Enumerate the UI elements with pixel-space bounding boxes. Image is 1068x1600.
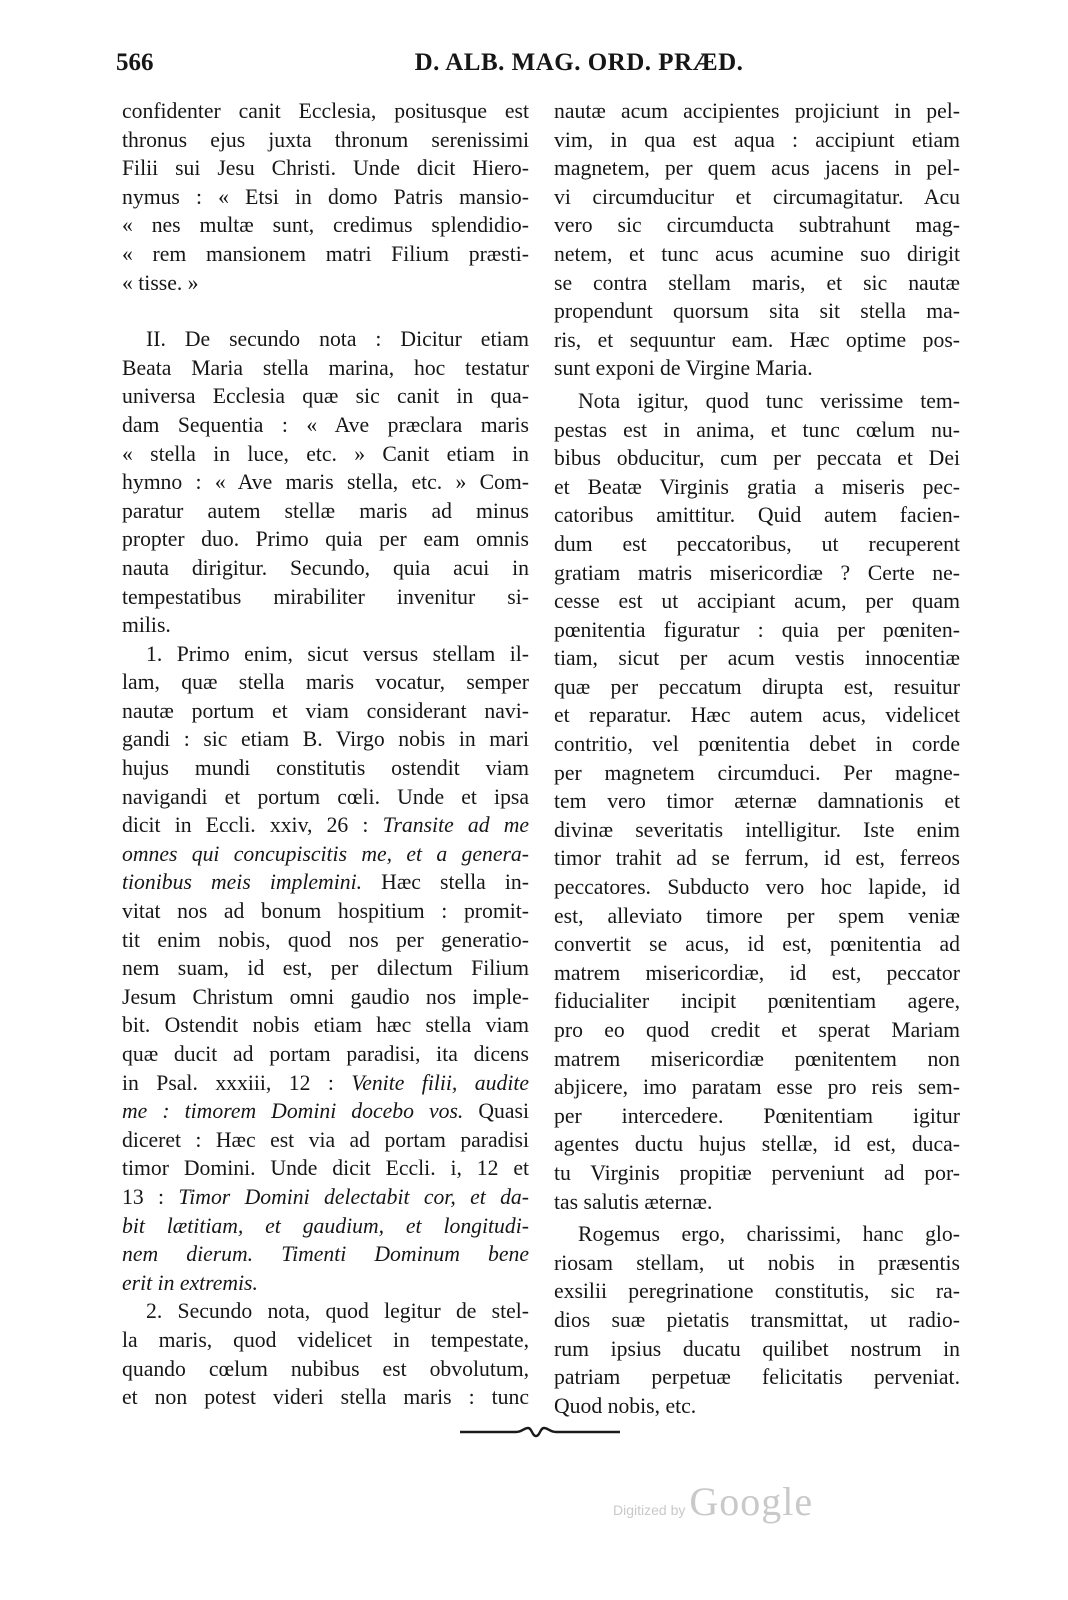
text-line: rum ipsius ducatu quilibet nostrum in	[554, 1336, 960, 1361]
text-line: tu Virginis propitiæ perveniunt ad por-	[554, 1160, 960, 1185]
text-line: divinæ severitatis intelligitur. Iste enim	[554, 817, 960, 842]
text-line: convertit se acus, id est, pœnitentia ad	[554, 932, 960, 957]
text-line: dam Sequentia : « Ave præclara maris	[122, 412, 529, 437]
text-line: « tisse. »	[122, 270, 199, 295]
text-line: pœnitentia figuratur : quia per pœniten-	[554, 617, 960, 642]
text-line: timor Domini. Unde dicit Eccli. i, 12 et	[122, 1156, 529, 1181]
text-line: matrem misericordiæ, id est, peccator	[554, 960, 960, 985]
text-line: confidenter canit Ecclesia, positusque est	[122, 99, 529, 123]
text-line: Filii sui Jesu Christi. Unde dicit Hiero-	[122, 156, 529, 181]
text-line: et reparatur. Hæc autem acus, videlicet	[554, 703, 960, 728]
text-line: dicit in Eccli. xxiv, 26 : Transite ad me	[122, 813, 530, 838]
text-line: contritio, vel pœnitentia debet in corde	[554, 732, 960, 757]
text-line: « nes multæ sunt, credimus splendidio-	[122, 213, 529, 238]
text-line: tionibus meis implemini. Hæc stella in-	[122, 870, 529, 895]
text-line: sunt exponi de Virgine Maria.	[554, 356, 813, 381]
text-line: peccatores. Subducto vero hoc lapide, id	[554, 875, 960, 900]
text-line: propendunt quorsum sita sit stella ma-	[554, 299, 960, 324]
text-line: dios suæ pietatis transmittat, ut radio-	[554, 1307, 960, 1332]
text-line: 1. Primo enim, sicut versus stellam il-	[146, 641, 529, 666]
paragraph	[554, 97, 960, 383]
paragraph	[122, 325, 529, 640]
left-column	[122, 97, 529, 1412]
paragraph	[122, 97, 529, 297]
text-line: magnetem, per quem acus jacens in pel-	[554, 156, 960, 181]
digitized-by-google-watermark	[613, 1478, 813, 1525]
text-line: riosam stellam, ut nobis in præsentis	[554, 1250, 960, 1275]
text-line: nem suam, id est, per dilectum Filium	[122, 956, 529, 981]
text-line: in Psal. xxxiii, 12 : Venite filii, audite	[122, 1070, 529, 1095]
watermark-prefix: Digitized by	[613, 1502, 686, 1518]
text-line: vi circumducitur et circumagitatur. Acu	[554, 184, 960, 209]
text-line: me : timorem Domini docebo vos. Quasi	[122, 1099, 529, 1124]
text-line: II. De secundo nota : Dicitur etiam	[146, 327, 529, 352]
text-line: vitat nos ad bonum hospitium : promit-	[122, 899, 529, 924]
text-line: propter duo. Primo quia per eam omnis	[122, 527, 529, 552]
text-line: 13 : Timor Domini delectabit cor, et da-	[122, 1184, 529, 1209]
text-line: 2. Secundo nota, quod legitur de stel-	[146, 1299, 529, 1324]
text-line: matrem misericordiæ pœnitentem non	[554, 1046, 960, 1071]
text-line: nauta dirigitur. Secundo, quia acui in	[122, 555, 529, 580]
text-line: Rogemus ergo, charissimi, hanc glo-	[578, 1222, 960, 1247]
text-line: « rem mansionem matri Filium præsti-	[122, 241, 529, 266]
text-line: gratiam matris misericordiæ ? Certe ne-	[554, 560, 960, 585]
text-line: bit. Ostendit nobis etiam hæc stella viam	[122, 1013, 529, 1038]
text-line: exsilii peregrinatione constitutis, sic ra-	[554, 1279, 960, 1304]
paragraph	[122, 1297, 529, 1411]
text-line: cesse est ut accipiant acum, per quam	[554, 589, 960, 614]
text-line: Nota igitur, quod tunc verissime tem-	[578, 388, 960, 413]
right-column	[554, 97, 960, 1420]
text-line: et non potest videri stella maris : tunc	[122, 1385, 529, 1410]
text-line: se contra stellam maris, et sic nautæ	[554, 270, 960, 295]
text-line: quæ ducit ad portam paradisi, ita dicens	[122, 1042, 529, 1066]
text-line: patriam perpetuæ felicitatis perveniat.	[554, 1365, 960, 1390]
text-line: catoribus amittitur. Quid autem facien-	[554, 503, 960, 528]
text-line: tit enim nobis, quod nos per generatio-	[122, 927, 529, 952]
text-line: omnes qui concupiscitis me, et a genera-	[122, 841, 529, 866]
text-line: dum est peccatoribus, ut recuperent	[554, 531, 960, 556]
text-line: abjicere, imo paratam esse pro reis sem-	[554, 1075, 960, 1100]
paragraph	[122, 640, 529, 1298]
text-line: tem vero timor æternæ damnationis et	[554, 789, 960, 814]
text-line: per intercedere. Pœnitentiam igitur	[554, 1103, 960, 1128]
text-line: tas salutis æternæ.	[554, 1189, 713, 1214]
text-line: nem dierum. Timenti Dominum bene	[122, 1242, 529, 1267]
text-line: « stella in luce, etc. » Canit etiam in	[122, 441, 529, 466]
text-line: quando cœlum nubibus est obvolutum,	[122, 1356, 529, 1381]
text-line: la maris, quod videlicet in tempestate,	[122, 1327, 529, 1352]
text-line: agentes ductu hujus stellæ, id est, duca-	[554, 1132, 960, 1157]
text-line: ris, et sequuntur eam. Hæc optime pos-	[554, 327, 960, 352]
end-ornament-icon	[458, 1425, 622, 1439]
google-logo: Google	[689, 1479, 814, 1524]
text-line: pro eo quod credit et sperat Mariam	[554, 1018, 960, 1042]
text-line: navigandi et portum cœli. Unde et ipsa	[122, 784, 529, 809]
text-line: tempestatibus mirabiliter invenitur si-	[122, 584, 529, 609]
text-line: diceret : Hæc est via ad portam paradisi	[122, 1127, 529, 1152]
text-line: erit in extremis.	[122, 1270, 258, 1295]
text-line: hujus mundi constitutis ostendit viam	[122, 756, 529, 781]
text-line: netem, et tunc acus acumine suo dirigit	[554, 241, 960, 266]
text-line: timor trahit ad se ferrum, id est, ferreos	[554, 846, 960, 871]
text-line: tiam, sicut per acum vestis innocentiæ	[554, 646, 960, 671]
text-line: quæ per peccatum dirupta est, resuitur	[554, 674, 960, 699]
text-line: milis.	[122, 613, 171, 638]
text-line: vim, in qua est aqua : accipiunt etiam	[554, 127, 960, 152]
text-line: Beata Maria stella marina, hoc testatur	[122, 355, 529, 380]
text-line: Quod nobis, etc.	[554, 1393, 697, 1418]
text-line: Jesum Christum omni gaudio nos imple-	[122, 984, 529, 1009]
text-line: hymno : « Ave maris stella, etc. » Com-	[122, 470, 529, 495]
text-line: universa Ecclesia quæ sic canit in qua-	[122, 384, 529, 409]
text-line: bibus obducitur, cum per peccata et Dei	[554, 446, 960, 471]
text-line: lam, quæ stella maris vocatur, semper	[122, 670, 529, 695]
text-line: fiducialiter incipit pœnitentiam agere,	[554, 989, 960, 1014]
text-line: bit lætitiam, et gaudium, et longitudi-	[122, 1213, 529, 1238]
text-line: gandi : sic etiam B. Virgo nobis in mari	[122, 727, 529, 752]
text-line: nautæ portum et viam considerant navi-	[122, 698, 529, 723]
text-line: est, alleviato timore per spem veniæ	[554, 903, 960, 928]
text-line: vero sic circumducta subtrahunt mag-	[554, 213, 960, 238]
paragraph	[554, 387, 960, 1216]
text-line: paratur autem stellæ maris ad minus	[122, 498, 529, 523]
text-line: thronus ejus juxta thronum serenissimi	[122, 127, 529, 152]
page-number: 566	[116, 49, 154, 76]
text-line: nautæ acum accipientes projiciunt in pel-	[554, 99, 960, 123]
running-title: D. ALB. MAG. ORD. PRÆD.	[414, 49, 744, 76]
text-line: et Beatæ Virginis gratia a miseris pec-	[554, 474, 960, 499]
text-line: nymus : « Etsi in domo Patris mansio-	[122, 184, 529, 209]
text-line: per magnetem circumduci. Per magne-	[554, 760, 960, 785]
text-line: pestas est in anima, et tunc cœlum nu-	[554, 417, 960, 442]
paragraph	[554, 1220, 960, 1420]
